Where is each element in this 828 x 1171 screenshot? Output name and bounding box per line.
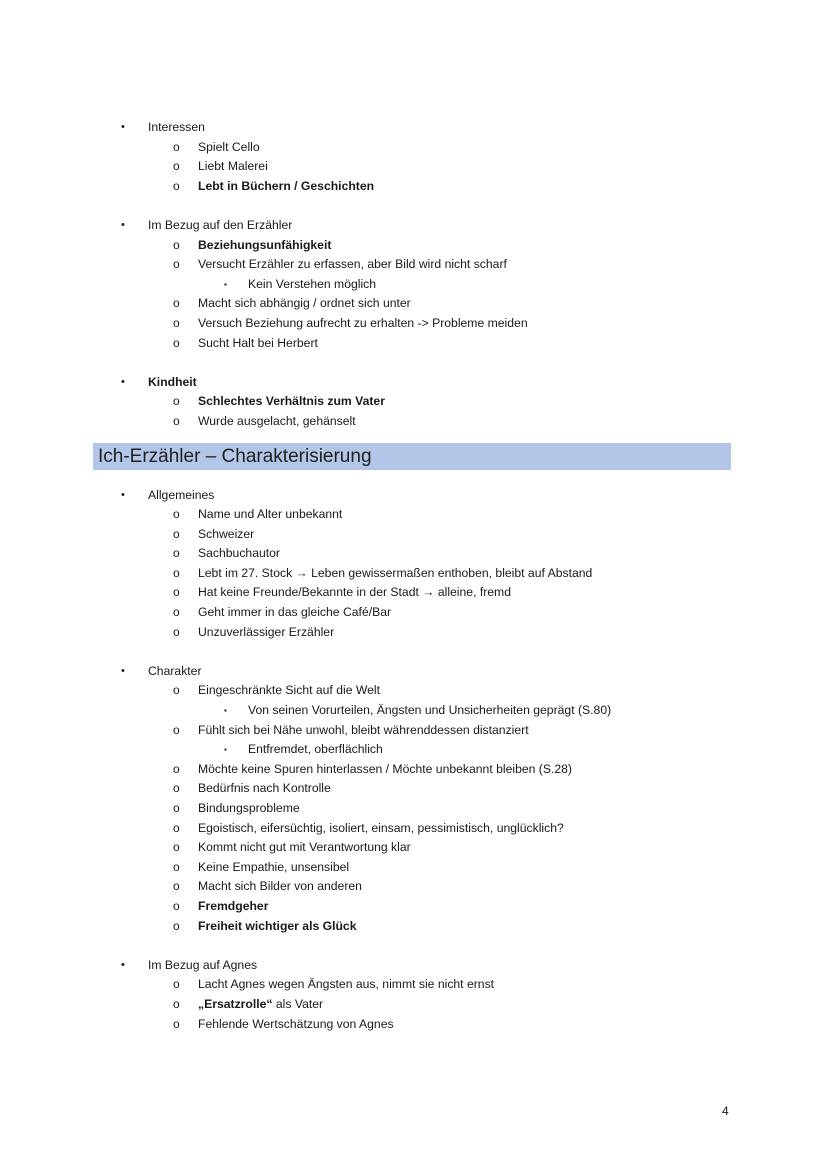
bullet-icon: • bbox=[121, 121, 125, 133]
bullet-icon: o bbox=[173, 722, 180, 737]
sub-list-item-text: Fehlende Wertschätzung von Agnes bbox=[198, 1016, 394, 1031]
sub-list-item bbox=[0, 314, 828, 334]
sub-list-item bbox=[0, 603, 828, 623]
bullet-icon: o bbox=[173, 526, 180, 541]
sub-list-item-text: Lebt im 27. Stock → Leben gewissermaßen enthoben, bleibt auf Abstand bbox=[198, 565, 593, 580]
sub-list-item bbox=[0, 157, 828, 177]
sub-list-item-text: Versuch Beziehung aufrecht zu erhalten -> Probleme meiden bbox=[198, 315, 528, 330]
sub-list-item bbox=[0, 799, 828, 819]
bullet-icon: o bbox=[173, 781, 180, 796]
sub-list-item-text: Fühlt sich bei Nähe unwohl, bleibt währenddessen distanziert bbox=[198, 722, 529, 737]
bullet-icon: o bbox=[173, 546, 180, 561]
sub-list-item-text: Keine Empathie, unsensibel bbox=[198, 859, 350, 874]
sub-list-item-text: Schlechtes Verhältnis zum Vater bbox=[198, 394, 385, 409]
bullet-icon: o bbox=[173, 879, 180, 894]
sub-list-item-text: Macht sich Bilder von anderen bbox=[198, 879, 362, 894]
sub-list-item-text: Sachbuchautor bbox=[198, 546, 280, 561]
sub-list-item-text: Versucht Erzähler zu erfassen, aber Bild wird nicht scharf bbox=[198, 257, 507, 272]
sub-list-item bbox=[0, 838, 828, 858]
bullet-icon: o bbox=[173, 159, 180, 174]
sub-list-item bbox=[0, 623, 828, 643]
list-item-text: Allgemeines bbox=[148, 487, 215, 502]
sub-list-item bbox=[0, 294, 828, 314]
sub-list-item bbox=[0, 1015, 828, 1035]
previous-character-section bbox=[0, 118, 828, 432]
sub-list-item bbox=[0, 721, 828, 741]
list-item-text: Charakter bbox=[148, 663, 202, 678]
bullet-list bbox=[0, 956, 828, 1034]
bullet-icon: o bbox=[173, 996, 180, 1011]
bullet-icon: o bbox=[173, 918, 180, 933]
bullet-icon: o bbox=[173, 315, 180, 330]
sub-list-item bbox=[0, 392, 828, 412]
spacer bbox=[0, 936, 828, 956]
sub-list-item bbox=[0, 177, 828, 197]
narrator-character-section bbox=[0, 486, 828, 1035]
sub-list-item bbox=[0, 858, 828, 878]
bullet-icon: o bbox=[173, 507, 180, 522]
bullet-icon: o bbox=[173, 840, 180, 855]
bullet-icon: • bbox=[121, 958, 125, 971]
sub-list-item-text: Fremdgeher bbox=[198, 898, 269, 913]
bullet-icon: o bbox=[173, 820, 180, 835]
page-number: 4 bbox=[722, 1104, 729, 1118]
sub-list-item-text: Kommt nicht gut mit Verantwortung klar bbox=[198, 840, 411, 855]
bullet-icon: o bbox=[173, 1016, 180, 1031]
sub-list-item-text: Name und Alter unbekannt bbox=[198, 507, 343, 522]
list-item bbox=[0, 118, 828, 138]
bullet-icon: • bbox=[121, 218, 125, 231]
bullet-icon: o bbox=[173, 296, 180, 311]
sub-list-item-text: Lacht Agnes wegen Ängsten aus, nimmt sie nicht ernst bbox=[198, 977, 495, 992]
sub-list-item-text: Freiheit wichtiger als Glück bbox=[198, 918, 357, 933]
sub-list-item-text: Schweizer bbox=[198, 526, 255, 541]
bullet-icon: ▪ bbox=[224, 745, 227, 755]
sub-list-item-text: Sucht Halt bei Herbert bbox=[198, 335, 318, 350]
bullet-list bbox=[0, 373, 828, 432]
bullet-icon: o bbox=[173, 257, 180, 272]
sub-list-item-text: Lebt in Büchern / Geschichten bbox=[198, 178, 375, 193]
sub-list-item-text: Hat keine Freunde/Bekannte in der Stadt → alleine, fremd bbox=[198, 585, 511, 600]
sub-list-item bbox=[0, 544, 828, 564]
bullet-icon: o bbox=[173, 761, 180, 776]
bullet-icon: o bbox=[173, 977, 180, 992]
sub-sub-list-item-text: Kein Verstehen möglich bbox=[248, 276, 377, 291]
sub-sub-list-item-text: Von seinen Vorurteilen, Ängsten und Unsicherheiten geprägt (S.80) bbox=[248, 703, 612, 718]
sub-list-item-text: Eingeschränkte Sicht auf die Welt bbox=[198, 683, 381, 698]
bullet-icon: o bbox=[173, 413, 180, 428]
bullet-list bbox=[0, 216, 828, 353]
bullet-icon: o bbox=[173, 859, 180, 874]
sub-list-item-text: Möchte keine Spuren hinterlassen / Möchte unbekannt bleiben (S.28) bbox=[198, 761, 572, 776]
sub-list-item-text-part: als Vater bbox=[272, 996, 324, 1011]
list-item-text: Interessen bbox=[148, 120, 205, 134]
sub-list-item bbox=[0, 760, 828, 780]
sub-list-item bbox=[0, 412, 828, 432]
list-item-text: Im Bezug auf den Erzähler bbox=[148, 217, 293, 232]
bullet-icon: o bbox=[173, 898, 180, 913]
list-item-text: Kindheit bbox=[148, 374, 197, 389]
bullet-icon: o bbox=[173, 683, 180, 698]
bullet-icon: o bbox=[173, 801, 180, 815]
spacer bbox=[0, 353, 828, 373]
bullet-icon: o bbox=[173, 585, 180, 600]
bullet-icon: o bbox=[173, 605, 180, 620]
page-content bbox=[0, 118, 828, 1034]
bullet-icon: o bbox=[173, 565, 180, 580]
sub-list-item-text: Spielt Cello bbox=[198, 139, 260, 154]
sub-sub-list-item bbox=[0, 701, 828, 721]
bullet-icon: ▪ bbox=[224, 279, 227, 289]
sub-list-item bbox=[0, 525, 828, 545]
spacer bbox=[0, 196, 828, 216]
bullet-icon: o bbox=[173, 178, 180, 193]
bullet-icon: o bbox=[173, 335, 180, 350]
list-item bbox=[0, 373, 828, 393]
sub-list-item-text: Beziehungsunfähigkeit bbox=[198, 237, 332, 252]
sub-list-item bbox=[0, 583, 828, 603]
bullet-icon: o bbox=[173, 139, 180, 154]
bullet-icon: • bbox=[121, 375, 125, 388]
sub-list-item bbox=[0, 897, 828, 917]
sub-list-item bbox=[0, 917, 828, 937]
sub-list-item bbox=[0, 877, 828, 897]
section-heading: Ich-Erzähler – Charakterisierung bbox=[93, 443, 731, 470]
bullet-icon: ▪ bbox=[224, 706, 227, 716]
sub-list-item-text: Geht immer in das gleiche Café/Bar bbox=[198, 605, 392, 620]
bullet-list bbox=[0, 662, 828, 936]
sub-list-item bbox=[0, 819, 828, 839]
sub-list-item-text: Wurde ausgelacht, gehänselt bbox=[198, 413, 356, 428]
bullet-icon: • bbox=[121, 488, 125, 501]
sub-list-item bbox=[0, 334, 828, 354]
sub-list-item-text: Bedürfnis nach Kontrolle bbox=[198, 781, 331, 796]
sub-list-item-text: Bindungsprobleme bbox=[198, 801, 300, 815]
list-item bbox=[0, 956, 828, 976]
sub-list-item bbox=[0, 564, 828, 584]
sub-list-item bbox=[0, 255, 828, 275]
bullet-icon: o bbox=[173, 624, 180, 639]
sub-list-item bbox=[0, 995, 828, 1015]
sub-list-item bbox=[0, 681, 828, 701]
sub-list-item bbox=[0, 236, 828, 256]
sub-list-item bbox=[0, 138, 828, 158]
list-item bbox=[0, 216, 828, 236]
bullet-icon: • bbox=[121, 664, 125, 677]
sub-sub-list-item-text: Entfremdet, oberflächlich bbox=[248, 742, 383, 757]
sub-list-item-text-part: „Ersatzrolle“ bbox=[198, 996, 273, 1011]
list-item bbox=[0, 486, 828, 506]
sub-list-item bbox=[0, 505, 828, 525]
list-item-text: Im Bezug auf Agnes bbox=[148, 957, 258, 972]
sub-list-item-text: Liebt Malerei bbox=[198, 159, 268, 174]
sub-list-item-text: Macht sich abhängig / ordnet sich unter bbox=[198, 296, 411, 311]
sub-list-item bbox=[0, 975, 828, 995]
sub-list-item-text: Egoistisch, eifersüchtig, isoliert, einsam, pessimistisch, unglücklich? bbox=[198, 820, 564, 835]
bullet-icon: o bbox=[173, 237, 180, 252]
sub-sub-list-item bbox=[0, 275, 828, 295]
list-item bbox=[0, 662, 828, 682]
sub-list-item bbox=[0, 779, 828, 799]
bullet-list bbox=[0, 486, 828, 643]
spacer bbox=[0, 642, 828, 662]
sub-list-item-text: Unzuverlässiger Erzähler bbox=[198, 624, 335, 639]
sub-sub-list-item bbox=[0, 740, 828, 760]
bullet-list bbox=[0, 118, 828, 196]
bullet-icon: o bbox=[173, 394, 180, 409]
